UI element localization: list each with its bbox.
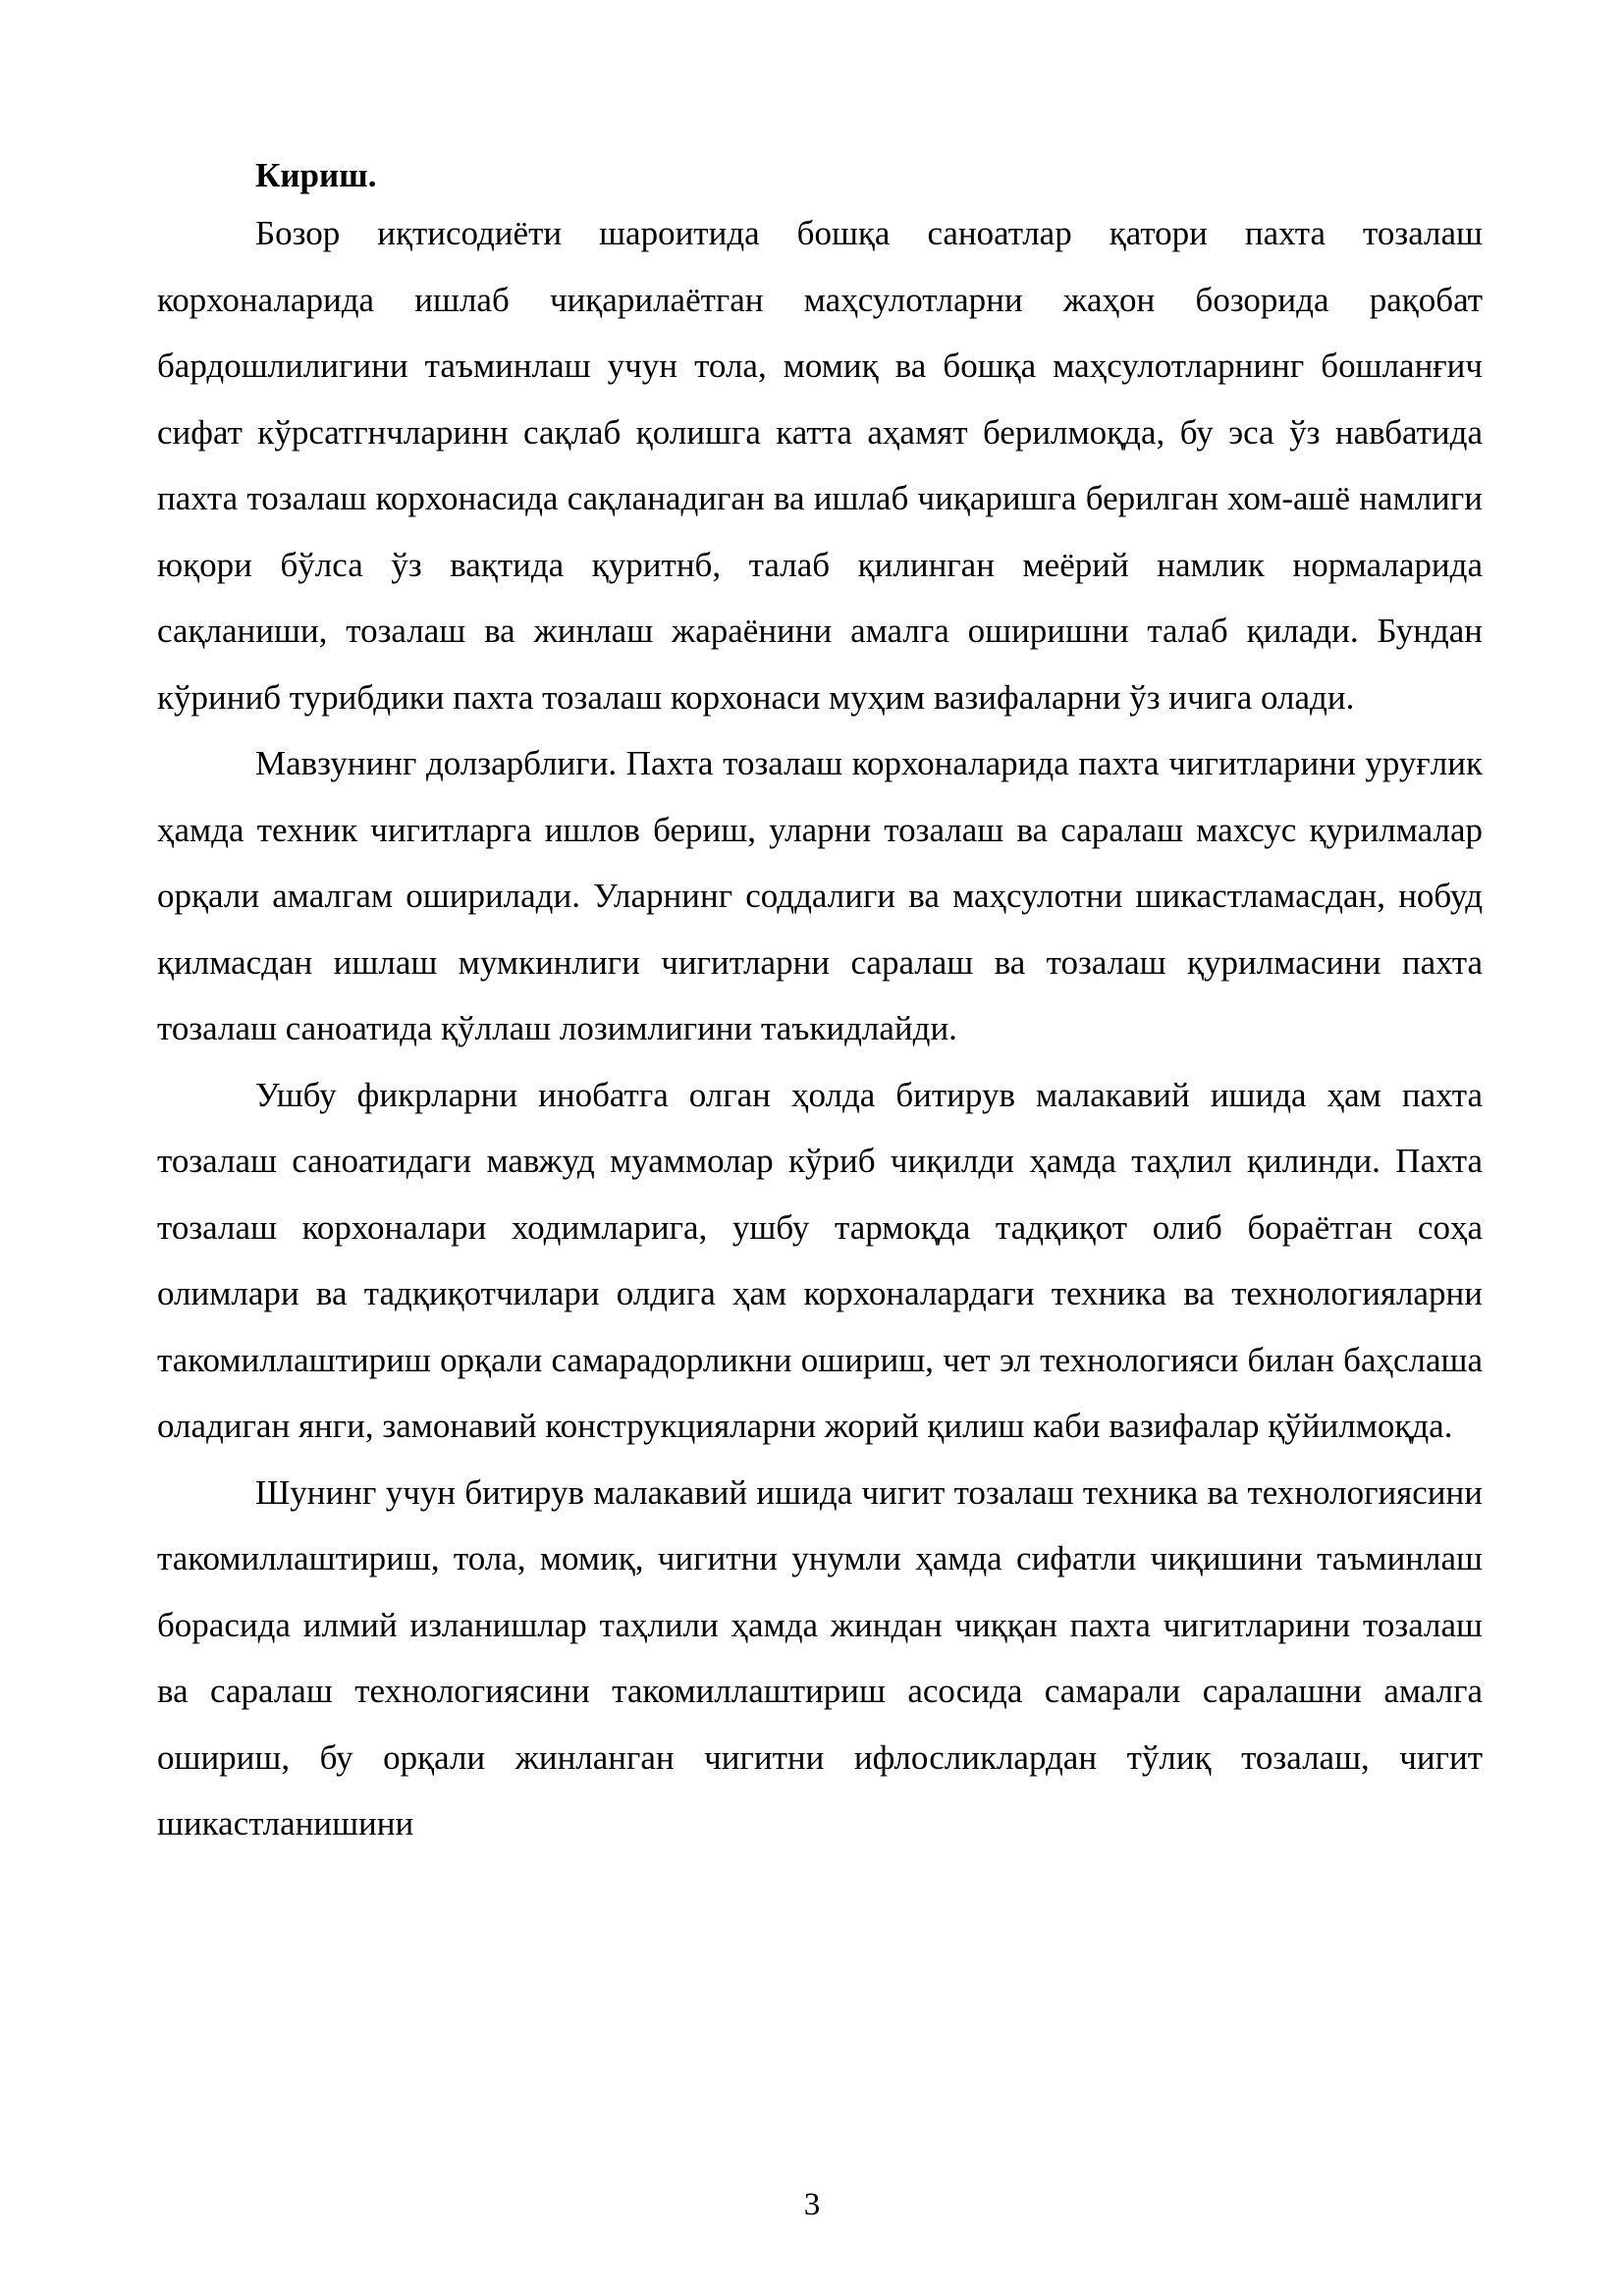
paragraph-goals: Шунинг учун битирув малакавий ишида чигит тозалаш техника ва технологиясини такомиллаштириш, тола, момиқ, чигитни унумли ҳамда сифатли чиқишини таъминлаш борасида илмий изланишлар таҳлили ҳамда жиндан чиққан пахта чигитларини тозалаш ва саралаш технологиясини такомиллаштириш асосида самарали саралашни амалга ошириш, бу орқали жинланган чигитни ифлосликлардан тўлиқ тозалаш, чигит шикастланишини <box>157 1472 1483 1842</box>
paragraph-relevance: Мавзунинг долзарблиги. Пахта тозалаш корхоналарида пахта чигитларини уруғлик ҳамда техник чигитларга ишлов бериш, уларни тозалаш ва саралаш махсус қурилмалар орқали амалгам оширилади. Уларнинг соддалиги ва маҳсулотни шикастламасдан, нобуд қилмасдан ишлаш мумкинлиги чигитларни саралаш ва тозалаш қурилмасини пахта тозалаш саноатида қўллаш лозимлигини таъкидлайди. <box>157 744 1483 1047</box>
section-heading: Кириш. <box>255 156 377 194</box>
paragraph-problems: Ушбу фикрларни инобатга олган ҳолда битирув малакавий ишида ҳам пахта тозалаш саноатидаги мавжуд муаммолар кўриб чиқилди ҳамда таҳлил қилинди. Пахта тозалаш корхоналари ходимларига, ушбу тармоқда тадқиқот олиб бораётган соҳа олимлари ва тадқиқотчилари олдига ҳам корхоналардаги техника ва технологияларни такомиллаштириш орқали самарадорликни ошириш, чет эл технологияси билан баҳслаша оладиган янги, замонавий конструкцияларни жорий қилиш каби вазифалар қўйилмоқда. <box>157 1075 1483 1445</box>
paragraph-intro: Бозор иқтисодиёти шароитида бошқа саноатлар қатори пахта тозалаш корхоналарида ишлаб чиқарилаётган маҳсулотларни жаҳон бозорида рақобат бардошлилигини таъминлаш учун тола, момиқ ва бошқа маҳсулотларнинг бошланғич сифат кўрсатгнчларинн сақлаб қолишга катта аҳамят берилмоқда, бу эса ўз навбатида пахта тозалаш корхонасида сақланадиган ва ишлаб чиқаришга берилган хом-ашё намлиги юқори бўлса ўз вақтида қуритнб, талаб қилинган меёрий намлик нормаларида сақланиши, тозалаш ва жинлаш жараёнини амалга оширишни талаб қилади. Бундан кўриниб турибдики пахта тозалаш корхонаси муҳим вазифаларни ўз ичига олади. <box>157 214 1483 717</box>
page-number: 3 <box>803 2187 821 2222</box>
page-content <box>157 151 1483 1857</box>
